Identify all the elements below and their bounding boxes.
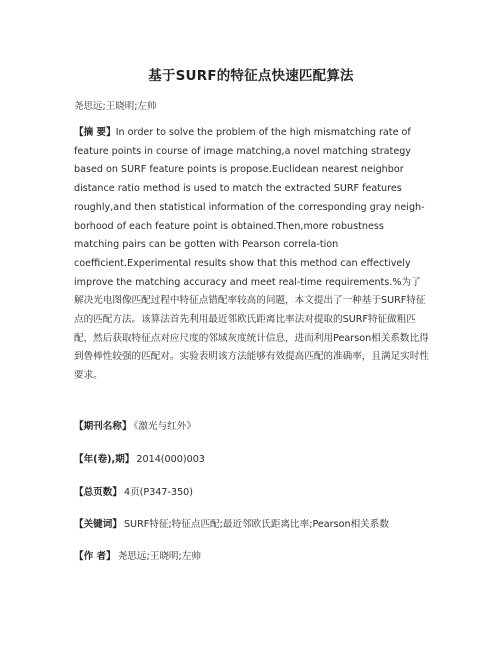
meta-year-volume-issue [74,451,205,465]
meta-label: 【年(卷),期】 [74,454,135,465]
abstract-text: In order to solve the problem of the high mismatching rate of feature points in course of image matching,a novel matching strategy based on SURF feature points is propose.Euclidean nearest neighbor distance ratio method is used to match the extracted SURF features roughly,and then statistical information of the corresponding gray neigh-borhood of each feature point is obtained.Then,more robustness matching pairs can be gotten with Pearson correla-tion coefficient.Experimental results show that this method can effectively improve the matching accuracy and meet real-time requirements.%为了解决光电图像匹配过程中特征点错配率较高的问题，本文提出了一种基于SURF特征点的匹配方法。该算法首先利用最近邻欧氏距离比率法对提取的SURF特征做粗匹配，然后获取特征点对应尺度的邻域灰度统计信息，进而利用Pearson相关系数比得到鲁棒性较强的匹配对。实验表明该方法能够有效提高匹配的准确率，且满足实时性要求。 [74,127,429,382]
meta-value: 4页(P347-350) [123,487,194,498]
meta-label: 【关键词】 [74,519,122,530]
meta-value: SURF特征;特征点匹配;最近邻欧氏距离比率;Pearson相关系数 [123,519,389,530]
abstract-block [74,124,430,386]
meta-journal-name [74,418,196,432]
meta-page-count [74,484,193,498]
meta-label: 【期刊名称】 [74,421,132,432]
authors-line: 尧思远;王晓明;左帅 [74,101,157,112]
meta-keywords [74,516,389,530]
meta-value: 尧思远;王晓明;左帅 [117,551,201,562]
meta-label: 【作 者】 [74,551,116,562]
meta-label: 【总页数】 [74,487,122,498]
document-title: 基于SURF的特征点快速匹配算法 [148,68,354,84]
meta-value: 《激光与红外》 [133,421,196,432]
abstract-label: 【摘 要】 [74,127,116,138]
meta-authors [74,548,201,562]
meta-value: 2014(000)003 [136,454,205,465]
